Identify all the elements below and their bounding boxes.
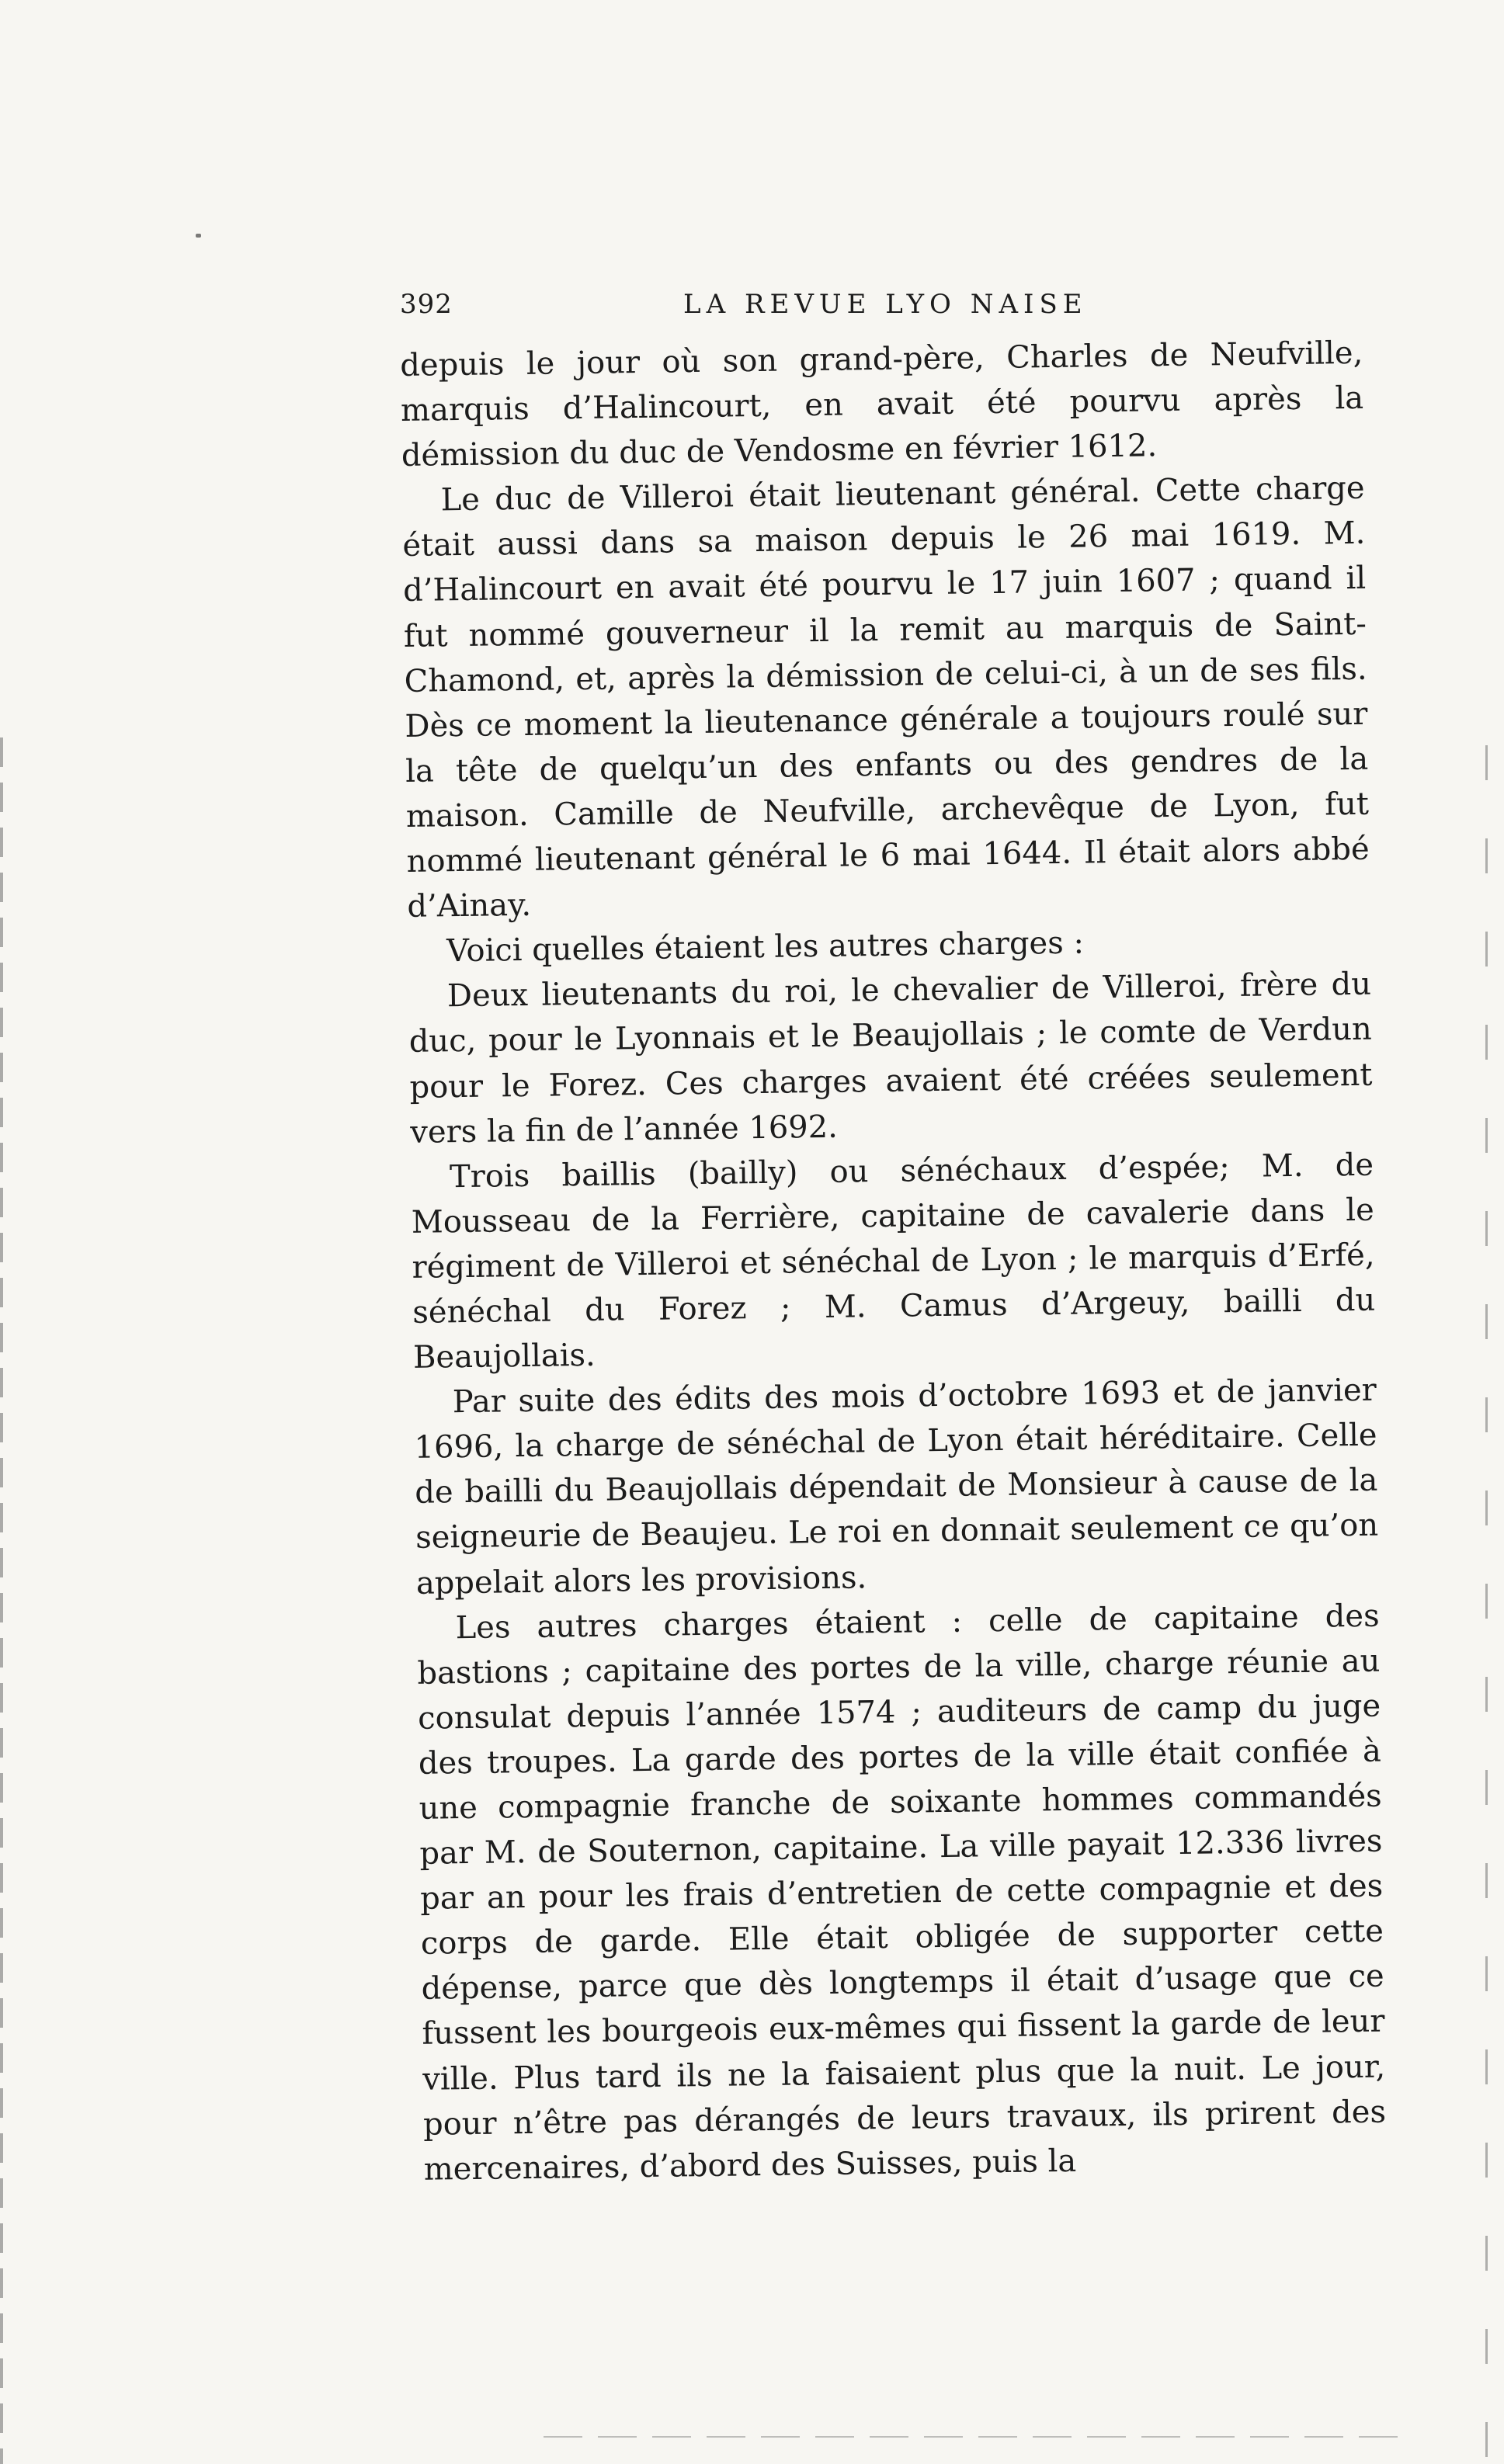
- left-scan-edge: [0, 737, 3, 2464]
- paragraph: Le duc de Villeroi était lieutenant général. Cette charge était aussi dans sa maison depuis le 26 mai 1619. M. d’Halincourt en avait été pourvu le 17 juin 1607 ; quand il fut nommé gouverneur il la remit au marquis de Saint-Chamond, et, après la démission de celui-ci, à un de ses fils. Dès ce moment la lieutenance générale a toujours roulé sur la tête de quelqu’un des enfants ou des gendres de la maison. Camille de Neufville, archevêque de Lyon, fut nommé lieutenant général le 6 mai 1644. Il était alors abbé d’Ainay.: [402, 470, 1370, 925]
- paragraph: Voici quelles étaient les autres charges :: [446, 925, 1085, 970]
- paragraph: Deux lieutenants du roi, le chevalier de Villeroi, frère du duc, pour le Lyonnais et le Beaujollais ; le comte de Verdun pour le Forez. Ces charges avaient été créées seulement vers la fin de l’année 1692.: [408, 967, 1373, 1150]
- bottom-scan-edge: [544, 2436, 1398, 2438]
- body-text: [400, 331, 1387, 2192]
- paragraph: Par suite des édits des mois d’octobre 1693 et de janvier 1696, la charge de sénéchal de Lyon était héréditaire. Celle de bailli du Beaujollais dépendait de Monsieur à cause de la seigneurie de Beaujeu. Le roi en donnait seulement ce qu’on appelait alors les provisions.: [414, 1372, 1379, 1602]
- paragraph: Trois baillis (bailly) ou sénéchaux d’espée; M. de Mousseau de la Ferrière, capitaine de cavalerie dans le régiment de Villeroi et sénéchal de Lyon ; le marquis d’Erfé, sénéchal du Forez ; M. Camus d’Argeuy, bailli du Beaujollais.: [411, 1147, 1376, 1376]
- page-number: 392: [400, 289, 453, 320]
- paragraph: Les autres charges étaient : celle de capitaine des bastions ; capitaine des portes de la ville, charge réunie au consulat depuis l’année 1574 ; auditeurs de camp du juge des troupes. La garde des portes de la ville était confiée à une compagnie franche de soixante hommes commandés par M. de Souternon, capitaine. La ville payait 12.336 livres par an pour les frais d’entretien de cette compagnie et des corps de garde. Elle était obligée de supporter cette dépense, parce que dès longtemps il était d’usage que ce fussent les bourgeois eux-mêmes qui fissent la garde de leur ville. Plus tard ils ne la faisaient plus que la nuit. Le jour, pour n’être pas dérangés de leurs travaux, ils prirent des mercenaires, d’abord des Suisses, puis la: [417, 1598, 1387, 2188]
- running-header: [400, 289, 1370, 328]
- ink-speck: [196, 234, 201, 238]
- paragraph-continuation: depuis le jour où son grand-père, Charles de Neufville, marquis d’Halincourt, en avait été pourvu après la démission du duc de Vendosme en février 1612.: [400, 335, 1364, 474]
- right-scan-edge: [1485, 745, 1488, 2464]
- running-title: LA REVUE LYO NAISE: [683, 289, 1088, 320]
